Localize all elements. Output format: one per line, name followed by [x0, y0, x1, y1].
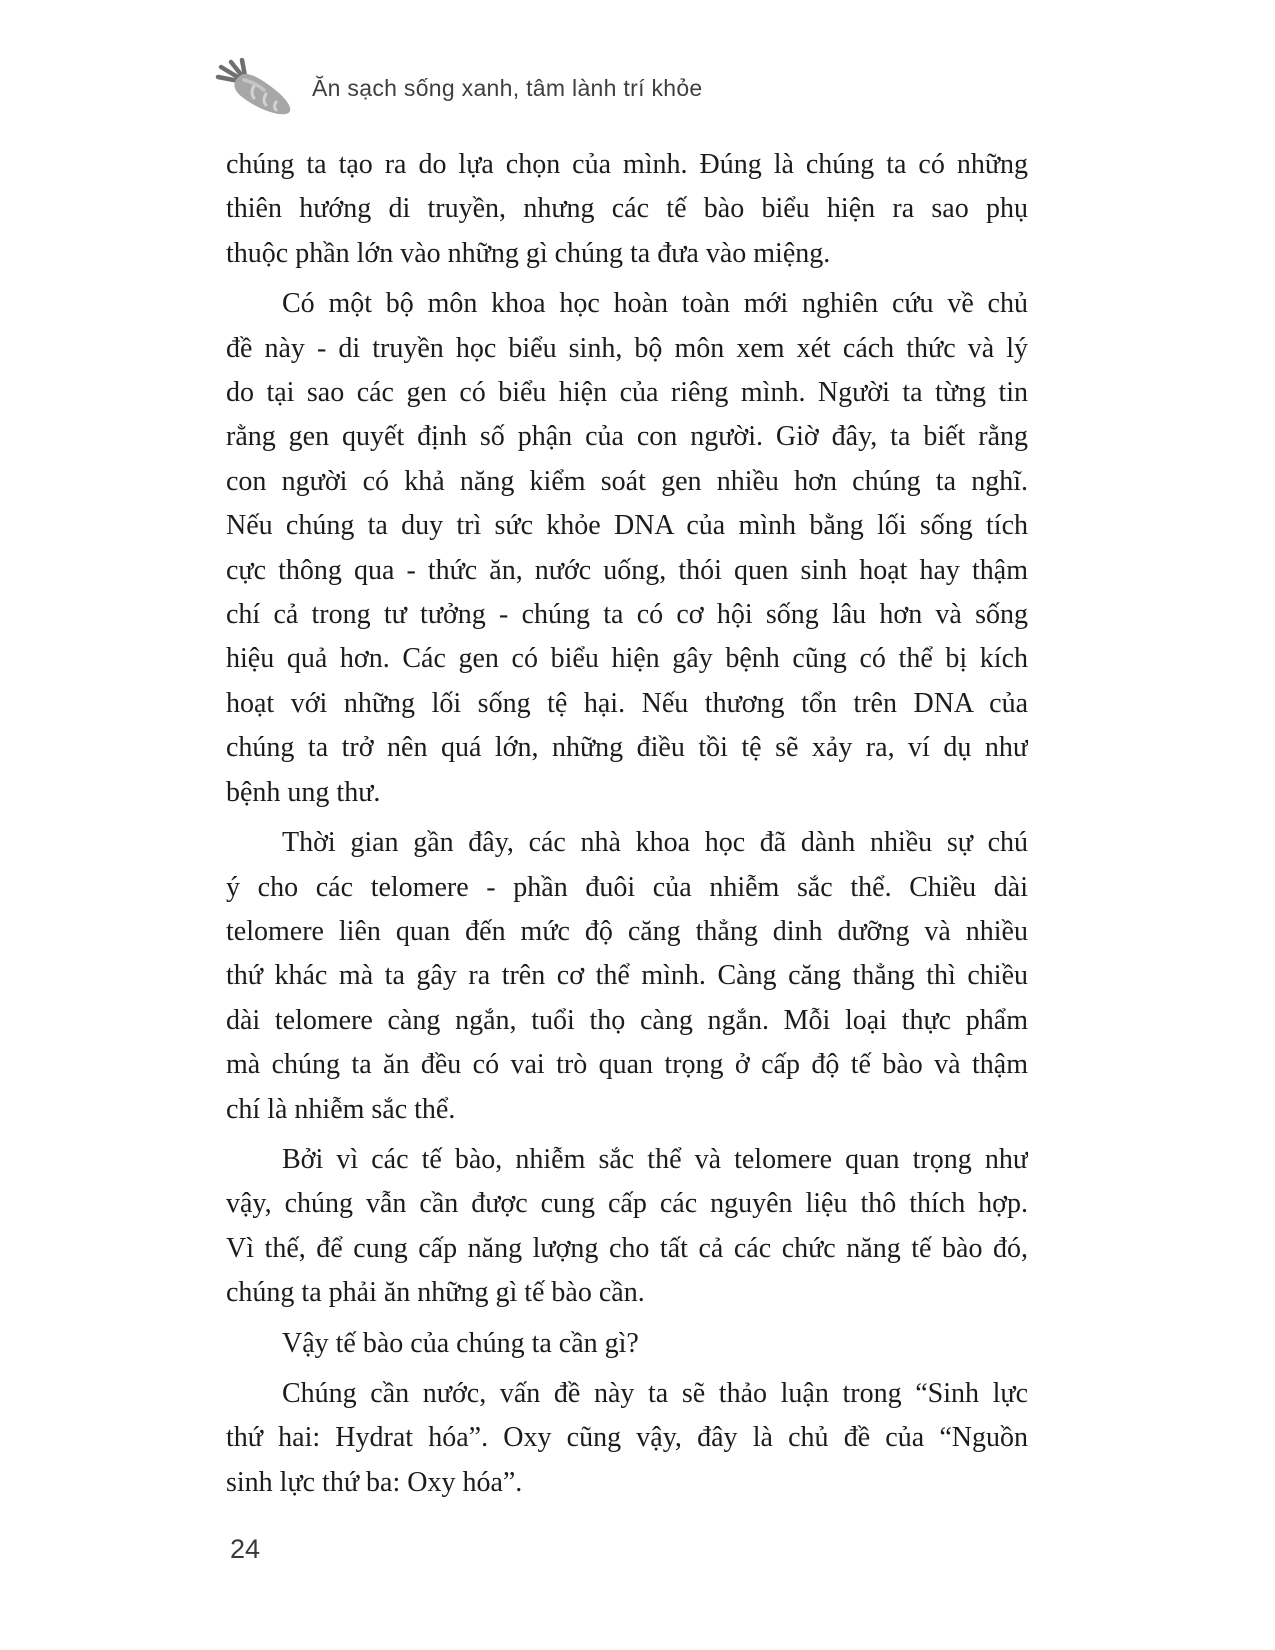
text-line: ý cho các telomere - phần đuôi của nhiễm sắc thể. Chiều dài	[226, 871, 1028, 903]
paragraph	[226, 1372, 1028, 1505]
running-title: Ăn sạch sống xanh, tâm lành trí khỏe	[312, 74, 703, 101]
paragraph	[226, 282, 1028, 815]
text-line: mà chúng ta ăn đều có vai trò quan trọng ở cấp độ tế bào và thậm	[226, 1049, 1028, 1081]
text-line: vậy, chúng vẫn cần được cung cấp các nguyên liệu thô thích hợp.	[226, 1188, 1028, 1220]
text-line: đề này - di truyền học biểu sinh, bộ môn xem xét cách thức và lý	[226, 332, 1028, 364]
text-line: con người có khả năng kiểm soát gen nhiều hơn chúng ta nghĩ.	[226, 465, 1028, 497]
text-line: telomere liên quan đến mức độ căng thẳng dinh dưỡng và nhiều	[226, 915, 1028, 947]
paragraph	[226, 143, 1028, 276]
text-line: sinh lực thứ ba: Oxy hóa”.	[226, 1466, 523, 1498]
text-line: thứ hai: Hydrat hóa”. Oxy cũng vậy, đây là chủ đề của “Nguồn	[226, 1422, 1028, 1454]
text-line: chí cả trong tư tưởng - chúng ta có cơ hội sống lâu hơn và sống	[226, 599, 1028, 631]
text-line: chúng ta tạo ra do lựa chọn của mình. Đúng là chúng ta có những	[226, 149, 1028, 180]
paragraph	[226, 821, 1028, 1132]
text-line: rằng gen quyết định số phận của con người. Giờ đây, ta biết rằng	[226, 421, 1028, 453]
text-line: Chúng cần nước, vấn đề này ta sẽ thảo luận trong “Sinh lực	[282, 1377, 1028, 1409]
paragraph	[226, 1322, 1028, 1366]
text-line: cực thông qua - thức ăn, nước uống, thói quen sinh hoạt hay thậm	[226, 554, 1028, 586]
paragraph	[226, 1138, 1028, 1316]
text-line: thiên hướng di truyền, nhưng các tế bào biểu hiện ra sao phụ	[226, 193, 1028, 225]
carrot-icon	[214, 58, 306, 120]
text-line: thuộc phần lớn vào những gì chúng ta đưa vào miệng.	[226, 237, 831, 269]
text-line: Vậy tế bào của chúng ta cần gì?	[282, 1327, 639, 1359]
text-line: do tại sao các gen có biểu hiện của riêng mình. Người ta từng tin	[226, 377, 1028, 409]
page-number: 24	[230, 1534, 261, 1564]
text-line: Thời gian gần đây, các nhà khoa học đã dành nhiều sự chú	[282, 827, 1028, 859]
text-line: chúng ta phải ăn những gì tế bào cần.	[226, 1277, 645, 1309]
text-line: Bởi vì các tế bào, nhiễm sắc thể và telomere quan trọng như	[282, 1143, 1028, 1175]
text-line: Vì thế, để cung cấp năng lượng cho tất cả các chức năng tế bào đó,	[226, 1232, 1028, 1264]
text-line: bệnh ung thư.	[226, 776, 381, 808]
text-line: Có một bộ môn khoa học hoàn toàn mới nghiên cứu về chủ	[282, 288, 1028, 320]
body-text	[226, 143, 1028, 1511]
page-header	[214, 58, 703, 120]
text-line: hoạt với những lối sống tệ hại. Nếu thương tổn trên DNA của	[226, 687, 1028, 719]
text-line: hiệu quả hơn. Các gen có biểu hiện gây bệnh cũng có thể bị kích	[226, 643, 1028, 675]
text-line: thứ khác mà ta gây ra trên cơ thể mình. Càng căng thẳng thì chiều	[226, 960, 1028, 992]
text-line: chúng ta trở nên quá lớn, những điều tồi tệ sẽ xảy ra, ví dụ như	[226, 732, 1028, 764]
text-line: chí là nhiễm sắc thể.	[226, 1093, 456, 1125]
text-line: Nếu chúng ta duy trì sức khỏe DNA của mình bằng lối sống tích	[226, 510, 1028, 542]
text-line: dài telomere càng ngắn, tuổi thọ càng ngắn. Mỗi loại thực phẩm	[226, 1004, 1028, 1036]
